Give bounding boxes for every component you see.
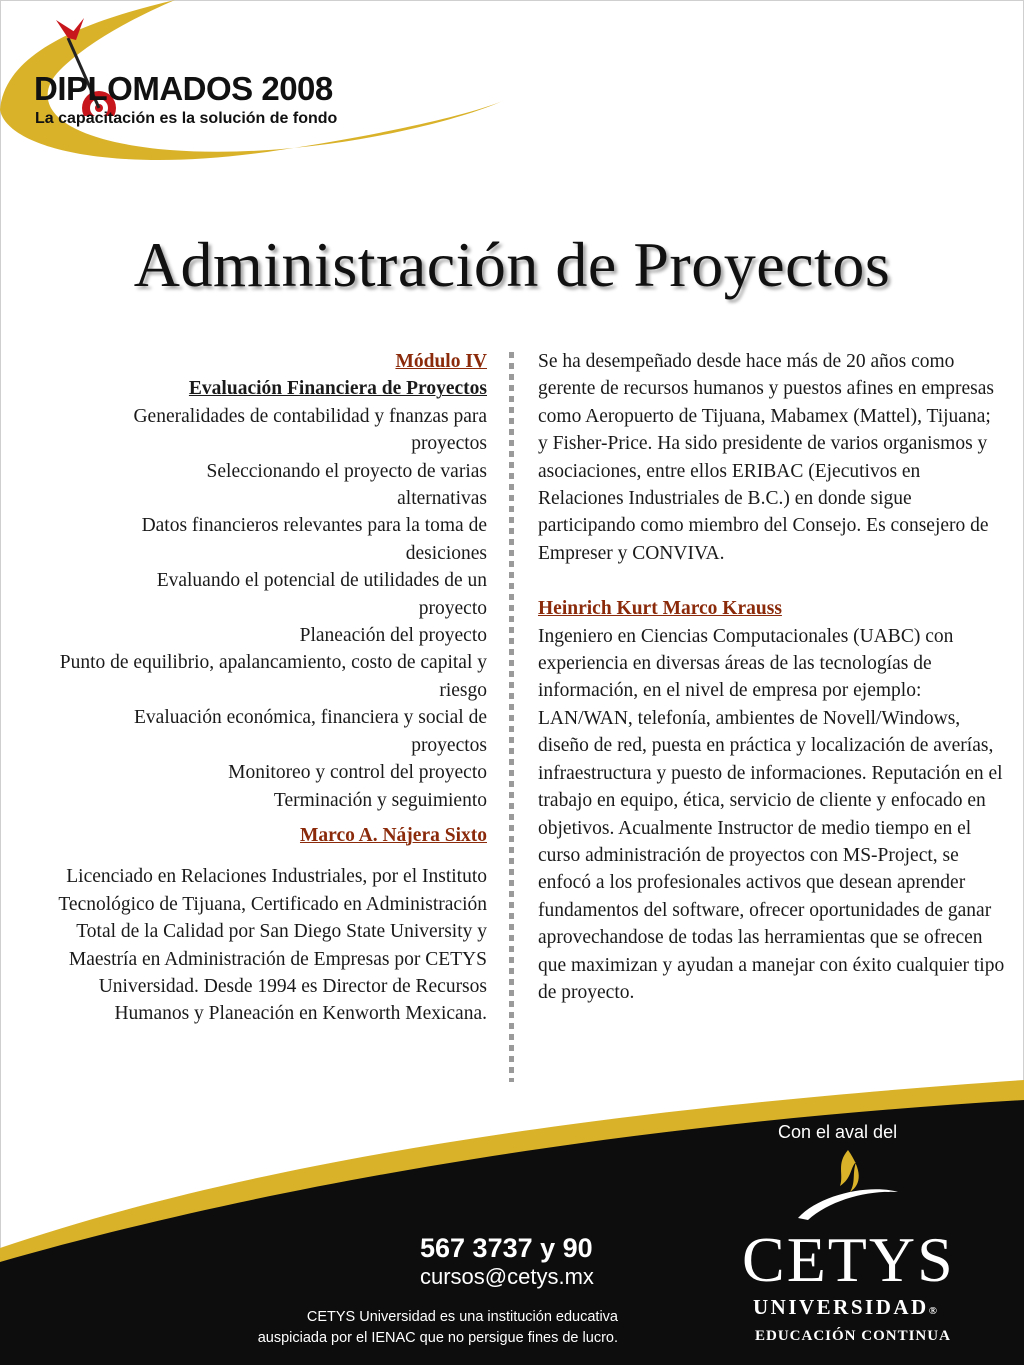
contact-email[interactable]: cursos@cetys.mx [420,1264,594,1289]
endorsement-label: Con el aval del [778,1122,898,1142]
topic-item: Monitoreo y control del proyecto [228,762,487,784]
topic-item: Evaluación económica, financiera y social de proyectos [134,707,487,756]
instructor-name: Marco A. Nájera Sixto [299,824,487,846]
page-title: Administración de Proyectos [133,229,891,300]
disclaimer-line: CETYS Universidad es una institución educativa [306,1309,618,1325]
topic-item: Terminación y seguimiento [273,789,487,811]
brand-subtitle: La capacitación es la solución de fondo [35,110,338,127]
cetys-wordmark: CETYS [742,1224,955,1295]
registered-mark: ® [928,1305,937,1317]
universidad-wordmark [753,1295,937,1320]
topic-item: Datos financieros relevantes para la toma de desiciones [141,515,487,564]
topic-item: Seleccionando el proyecto de varias alternativas [206,460,487,510]
module-subtitle: Evaluación Financiera de Proyectos [188,378,487,400]
instructor-name-2: Heinrich Kurt Marco Krauss [538,598,782,620]
intro-bio: Se ha desempeñado desde hace más de 20 años como gerente de recursos humanos y puestos afines en empresas como Aeropuerto de Tijuana, Mabamex (Mattel), Tijuana; y Fisher-Price. Ha sido presidente de varios organismos y asociaciones, entre ellos ERIBAC (Ejecutivos en Relaciones Industriales de B.C.) en donde sigue participando como miembro del Consejo. Es consejero de Empreser y CONVIVA. [538,351,994,564]
topic-item: Evaluando el potencial de utilidades de un proyecto [156,570,487,619]
right-column [538,348,1014,1006]
column-divider [509,352,514,1082]
disclaimer-line: auspiciada por el IENAC que no persigue fines de lucro. [257,1330,618,1346]
cetys-flame-icon [790,1148,900,1228]
topic-item: Punto de equilibrio, apalancamiento, costo de capital y riesgo [59,652,487,701]
instructor-bio-2: Ingeniero en Ciencias Computacionales (UABC) con experiencia en diversas áreas de las tecnologías de información, en el nivel de empresa por ejemplo: LAN/WAN, telefonía, ambientes de Novell/Windows, diseño de red, puesta en práctica y localización de averías, infraestructura y puesto de informaciones. Reputación en el trabajo en equipo, ética, servicio de cliente y enfocado en objetivos. Acualmente Instructor de medio tiempo en el curso administración de proyectos con MS-Project, se enfocó a los profesionales activos que desean aprender fundamentos del software, ofrecer oportunidades de ganar aprovechandose de todas las herramientas que se ofrecen que maximizan y ayudan a manejar con éxito cualquier tipo de proyecto. [538,625,1005,1003]
topic-item: Generalidades de contabilidad y fnanzas para proyectos [133,405,487,455]
footer-disclaimer [250,1307,618,1349]
instructor-bio: Licenciado en Relaciones Industriales, por el Instituto Tecnológico de Tijuana, Certificado en Administración Total de la Calidad por San Diego State University y Maestría en Administración de Empresas por CETYS Universidad. Desde 1994 es Director de Recursos Humanos y Planeación en Kenworth Mexicana. [58,866,487,1025]
module-title: Módulo IV [395,351,487,372]
topic-item: Planeación del proyecto [299,625,487,647]
education-unit-label: EDUCACIÓN CONTINUA [755,1328,951,1344]
brand-title: DIPLOMADOS 2008 [34,70,333,107]
contact-phone: 567 3737 y 90 [420,1233,593,1263]
left-column [20,348,487,1028]
universidad-text: UNIVERSIDAD [753,1295,929,1319]
